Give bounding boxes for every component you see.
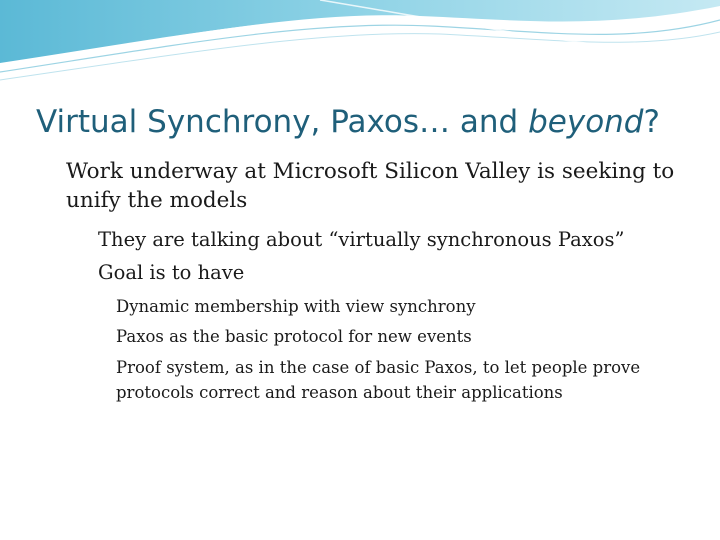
bullet-text: Dynamic membership with view synchrony xyxy=(116,297,476,316)
title-emphasis: beyond xyxy=(528,104,644,140)
bullet-level3 xyxy=(98,355,698,405)
bullet-text: Work underway at Microsoft Silicon Valley is seeking to unify the models xyxy=(66,159,675,213)
bullet-level3 xyxy=(98,324,698,349)
bullet-text: Goal is to have xyxy=(98,261,245,284)
bullet-level2 xyxy=(78,259,688,287)
bullet-text: Paxos as the basic protocol for new events xyxy=(116,327,472,346)
bullet-level1 xyxy=(44,157,684,215)
bullet-text: Proof system, as in the case of basic Paxos, to let people prove protocols correct and reason about their applications xyxy=(116,358,641,402)
bullet-level2 xyxy=(78,226,688,254)
title-end: ? xyxy=(643,104,660,140)
title-main: Virtual Synchrony, Paxos… and xyxy=(36,104,529,140)
bullet-level3 xyxy=(98,294,698,319)
bullet-text: They are talking about “virtually synchronous Paxos” xyxy=(98,228,625,251)
